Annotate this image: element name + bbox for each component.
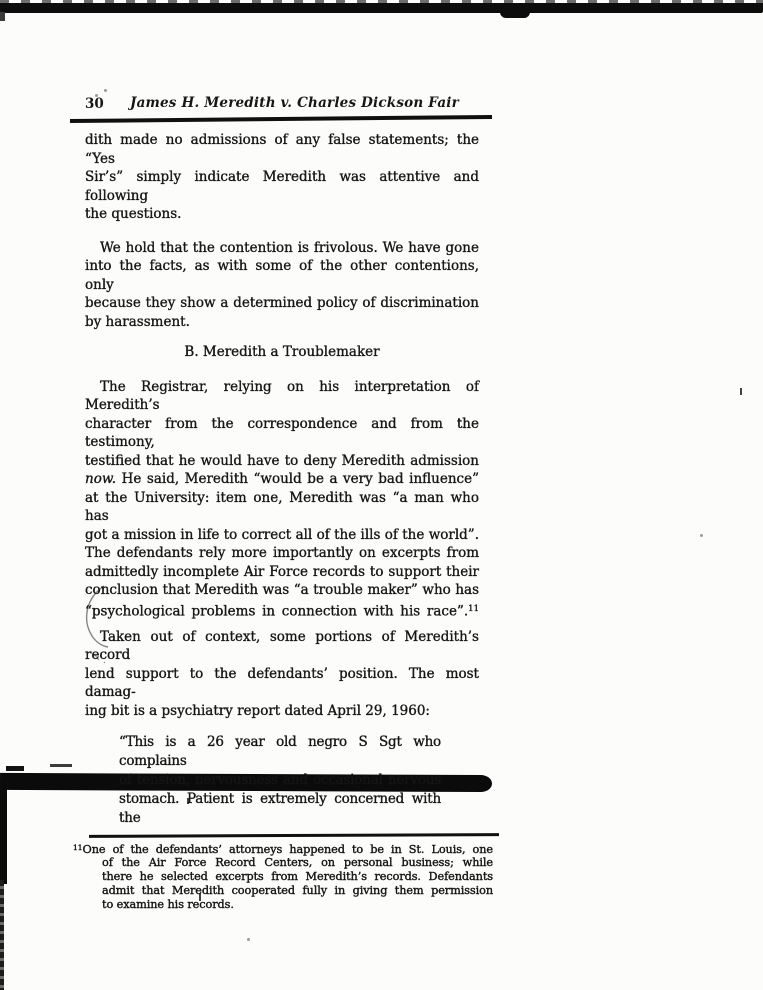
text-line: the questions. bbox=[85, 206, 182, 222]
text-line: there he selected excerpts from Meredith’s records. Defendants bbox=[102, 870, 493, 884]
scan-speck bbox=[700, 534, 703, 537]
text-line: at the University: item one, Meredith was “a man who has bbox=[85, 489, 479, 524]
scan-tick-mark bbox=[740, 388, 742, 395]
text-line: The defendants rely more importantly on excerpts from bbox=[85, 545, 479, 561]
header-rule bbox=[70, 115, 492, 123]
text-line: conclusion that Meredith was “a trouble maker” who has bbox=[85, 582, 479, 598]
text-line: to examine his records. bbox=[102, 898, 234, 912]
text-line: Taken out of context, some portions of Meredith’s record bbox=[85, 628, 479, 663]
psychiatry-report-quote bbox=[119, 733, 441, 828]
running-title: James H. Meredith v. Charles Dickson Fair bbox=[130, 95, 459, 111]
text-line: admittedly incomplete Air Force records to support their bbox=[85, 563, 479, 580]
text-line: stomach. Patient is extremely concerned with the bbox=[119, 791, 441, 826]
text-line: character from the correspondence and from the testimony, bbox=[85, 415, 479, 450]
footnote bbox=[73, 841, 493, 913]
page-body bbox=[73, 131, 493, 912]
footnote-rule bbox=[89, 833, 499, 837]
scan-top-black-bar bbox=[0, 3, 763, 13]
footnote-marker: 11 bbox=[73, 842, 83, 852]
holding-paragraph bbox=[85, 239, 479, 332]
text-line: $^{11}$One of the defendants’ attorneys happened to be in St. Louis, one bbox=[73, 842, 493, 856]
text-line: B. Meredith a Troublemaker bbox=[184, 344, 380, 360]
text-line: Sir’s” simply indicate Meredith was attentive and following bbox=[85, 169, 479, 204]
document-blocks bbox=[85, 131, 479, 828]
text-line: The Registrar, relying on his interpretation of Meredith’s bbox=[85, 378, 479, 413]
text-line: testified that he would have to deny Meredith admission bbox=[85, 452, 479, 469]
text-line: lend support to the defendants’ position. The most damag- bbox=[85, 665, 479, 700]
text-line: now. He said, Meredith “would be a very bad influence” bbox=[85, 471, 479, 487]
section-heading bbox=[85, 343, 479, 362]
text-line: “psychological problems in connection with his race”.$^{11}$ bbox=[85, 603, 479, 619]
scan-bottom-notch bbox=[50, 764, 72, 767]
scan-bottom-notch bbox=[6, 766, 24, 771]
text-line: by harassment. bbox=[85, 313, 190, 330]
page-number: 30 bbox=[85, 96, 104, 112]
footnote-marker: 11 bbox=[468, 603, 479, 614]
emphasized-text: now. bbox=[85, 471, 117, 487]
text-line: admit that Meredith cooperated fully in giving them permission bbox=[102, 884, 493, 898]
text-line: ing bit is a psychiatry report dated April 29, 1960: bbox=[85, 702, 430, 719]
scan-top-bar-drip bbox=[500, 12, 530, 18]
text-line: of the Air Force Record Centers, on personal business; while bbox=[102, 856, 493, 870]
continued-paragraph bbox=[85, 131, 479, 224]
text-line: We hold that the contention is frivolous. We have gone bbox=[100, 239, 479, 256]
text-line: into the facts, as with some of the other contentions, only bbox=[85, 258, 479, 293]
scan-speck bbox=[247, 938, 250, 941]
text-line: because they show a determined policy of discrimination bbox=[85, 295, 479, 311]
text-line: got a mission in life to correct all of the ills of the world”. bbox=[85, 526, 479, 543]
scan-speck bbox=[104, 89, 107, 92]
context-paragraph bbox=[85, 628, 479, 721]
text-line: dith made no admissions of any false statements; the “Yes bbox=[85, 132, 479, 167]
registrar-paragraph bbox=[85, 378, 479, 621]
scan-left-edge-strip bbox=[0, 880, 4, 990]
scan-left-edge-strip bbox=[0, 786, 7, 884]
text-line: “This is a 26 year old negro S Sgt who complains bbox=[119, 734, 441, 769]
scan-corner-mark bbox=[0, 12, 5, 21]
text-line: of tension, nervousness and occasional nervous bbox=[119, 772, 441, 788]
